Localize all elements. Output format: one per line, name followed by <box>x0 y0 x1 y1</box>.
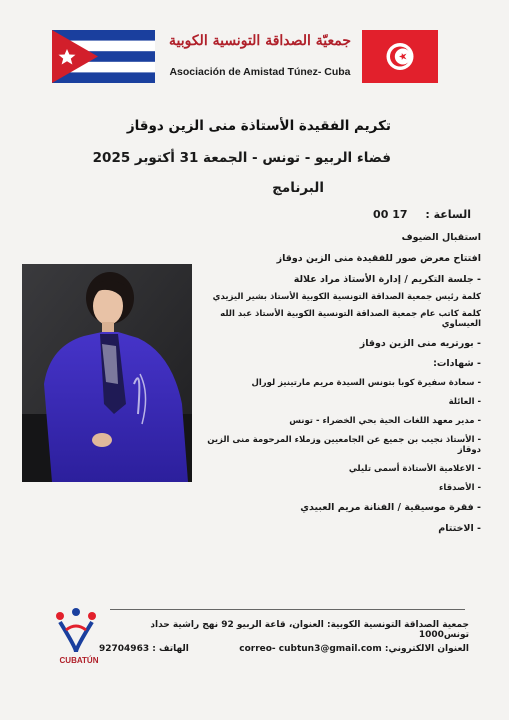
cuba-flag-icon <box>52 30 155 83</box>
event-venue-date: فضاء الربيو - تونس - الجمعة 31 أكتوبر 2025 <box>92 150 391 166</box>
program-item: - العائلة <box>448 397 481 407</box>
program-item: استقبال الضيوف <box>401 232 481 243</box>
email-label: العنوان الالكتروني: <box>384 644 469 654</box>
program-item: - سعادة سفيرة كوبا بتونس السيدة مريم مارتينيز لورال <box>251 378 481 388</box>
start-time <box>271 208 471 221</box>
footer-divider <box>110 609 465 610</box>
portrait-illustration <box>22 264 192 482</box>
phone-label: الهاتف : <box>152 644 189 654</box>
program-item: - جلسة التكريم / إدارة الأستاذ مراد علالة <box>293 274 481 285</box>
email-address: correo- cubtun3@gmail.com <box>239 644 382 654</box>
program-item: كلمة كاتب عام جمعية الصداقة التونسية الكوبية الأستاذ عبد الله العيساوي <box>220 309 481 329</box>
program-item: - الاعلامية الأستاذة أسمى تليلي <box>348 464 481 474</box>
program-heading: البرنامج <box>272 180 324 196</box>
cubatun-logo-text: CUBATÚN <box>59 656 99 665</box>
tunisia-flag-icon <box>362 30 438 83</box>
program-item: - الأستاذ نجيب بن جميع عن الجامعيين وزملاء المرحومة منى الزين دوقاز <box>207 435 481 455</box>
footer-address: جمعية الصداقة التونسية الكوبية: العنوان، قاعة الربيو 92 نهج راشية حداد تونس1000 <box>150 620 469 640</box>
program-item: - الأصدقاء <box>439 483 481 493</box>
event-title: تكريم الفقيدة الأستاذة منى الزين دوقاز <box>126 118 391 134</box>
program-item: كلمة رئيس جمعية الصداقة التونسية الكوبية الأستاذ بشير اليزيدي <box>212 292 481 302</box>
association-name-arabic: جمعيّة الصداقة التونسية الكوبية <box>168 33 352 49</box>
association-name-spanish: Asociación de Amistad Túnez- Cuba <box>169 66 351 78</box>
program-item: افتتاح معرض صور للفقيدة منى الزين دوقاز <box>276 253 481 264</box>
time-value: 17 00 <box>373 208 408 221</box>
program-item: - مدير معهد اللغات الحية بحي الخضراء - تونس <box>289 416 481 426</box>
program-item: - شهادات: <box>433 358 481 369</box>
program-list <box>181 232 481 534</box>
time-label: الساعة : <box>425 208 471 221</box>
portrait-photo <box>22 264 192 482</box>
phone-number: 92704963 <box>99 644 150 654</box>
program-item: - فقرة موسيقية / الفنانة مريم العبيدي <box>300 502 481 513</box>
footer-contact <box>99 644 469 654</box>
program-item: - الاختتام <box>438 523 481 534</box>
program-item: - بورتريه منى الزين دوقاز <box>359 338 481 349</box>
